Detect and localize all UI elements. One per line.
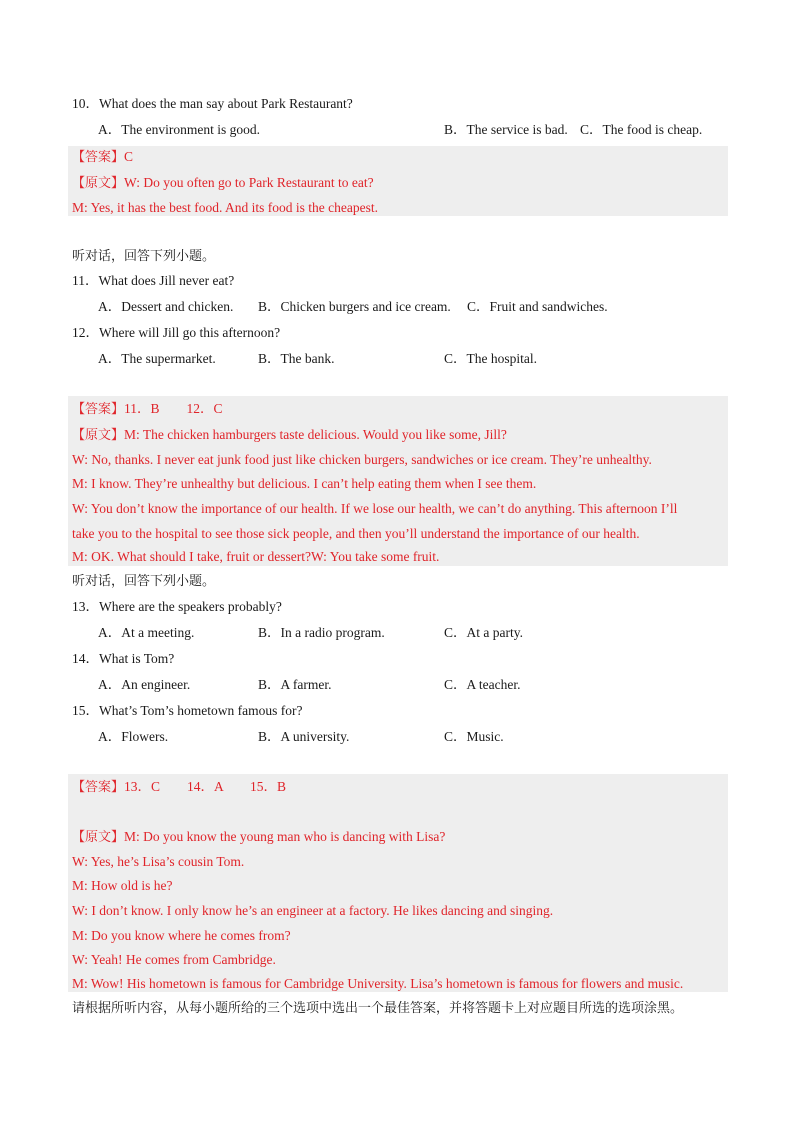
q10-script-line-1: 【原文】W: Do you often go to Park Restaurant to eat? (72, 175, 374, 191)
question-12: 12．Where will Jill go this afternoon? (72, 325, 281, 340)
dialog3-script-line-6: W: Yeah! He comes from Cambridge. (72, 952, 276, 967)
dialog3-script-line-7: M: Wow! His hometown is famous for Cambridge University. Lisa’s hometown is famous for flowers and music. (72, 976, 684, 991)
question-15: 15．What’s Tom’s hometown famous for? (72, 703, 303, 718)
dialog2-answer: 【答案】11．B 12．C (72, 401, 223, 417)
final-instruction: 请根据所听内容，从每小题所给的三个选项中选出一个最佳答案，并将答题卡上对应题目所选的选项涂黑。 (72, 1001, 684, 1016)
question-14: 14．What is Tom? (72, 651, 175, 666)
dialog3-answer: 【答案】13．C 14．A 15．B (72, 779, 287, 795)
answer-value: C (124, 149, 134, 164)
q11-option-c: C．Fruit and sandwiches. (467, 299, 608, 314)
question-10: 10．What does the man say about Park Restaurant? (72, 96, 353, 111)
dialog2-script-line-1: 【原文】M: The chicken hamburgers taste delicious. Would you like some, Jill? (72, 427, 507, 443)
q12-option-a: A．The supermarket. (98, 351, 216, 366)
q13-option-b: B．In a radio program. (258, 625, 385, 640)
q12-option-b: B．The bank. (258, 351, 335, 366)
script-tag: 【原文】 (72, 176, 125, 191)
q10-option-b: B．The service is bad. (444, 122, 568, 137)
dialog3-instruction: 听对话，回答下列小题。 (72, 574, 216, 589)
answer-tag: 【答案】 (72, 150, 125, 165)
question-11: 11．What does Jill never eat? (72, 273, 235, 288)
dialog3-script-line-3: M: How old is he? (72, 878, 173, 893)
q13-option-c: C．At a party. (444, 625, 523, 640)
q15-option-b: B．A university. (258, 729, 350, 744)
q10-option-c: C．The food is cheap. (580, 122, 703, 137)
dialog3-script-line-1: 【原文】M: Do you know the young man who is dancing with Lisa? (72, 829, 446, 845)
q12-option-c: C．The hospital. (444, 351, 537, 366)
dialog3-script-line-4: W: I don’t know. I only know he’s an engineer at a factory. He likes dancing and singing. (72, 903, 554, 918)
q10-option-a: A．The environment is good. (98, 122, 260, 137)
q10-answer (72, 148, 133, 167)
dialog3-script-line-2: W: Yes, he’s Lisa’s cousin Tom. (72, 854, 245, 869)
q13-option-a: A．At a meeting. (98, 625, 195, 640)
dialog3-script-line-5: M: Do you know where he comes from? (72, 928, 291, 943)
dialog2-script-line-3: M: I know. They’re unhealthy but delicious. I can’t help eating them when I see them. (72, 476, 537, 491)
dialog2-script-line-4: W: You don’t know the importance of our health. If we lose our health, we can’t do anything. This afternoon I’ll (72, 501, 678, 516)
q10-script-line-2: M: Yes, it has the best food. And its food is the cheapest. (72, 200, 378, 215)
q15-option-c: C．Music. (444, 729, 504, 744)
q11-option-b: B．Chicken burgers and ice cream. (258, 299, 451, 314)
q14-option-a: A．An engineer. (98, 677, 191, 692)
dialog2-script-line-2: W: No, thanks. I never eat junk food just like chicken burgers, sandwiches or ice cream. They’re unhealthy. (72, 452, 652, 467)
dialog2-script-line-5: take you to the hospital to see those sick people, and then you’ll understand the importance of our health. (72, 526, 640, 541)
q14-option-c: C．A teacher. (444, 677, 521, 692)
q11-option-a: A．Dessert and chicken. (98, 299, 234, 314)
q15-option-a: A．Flowers. (98, 729, 169, 744)
question-13: 13．Where are the speakers probably? (72, 599, 282, 614)
dialog2-script-line-6: M: OK. What should I take, fruit or dessert?W: You take some fruit. (72, 549, 440, 564)
dialog2-instruction: 听对话，回答下列小题。 (72, 249, 216, 264)
q14-option-b: B．A farmer. (258, 677, 332, 692)
